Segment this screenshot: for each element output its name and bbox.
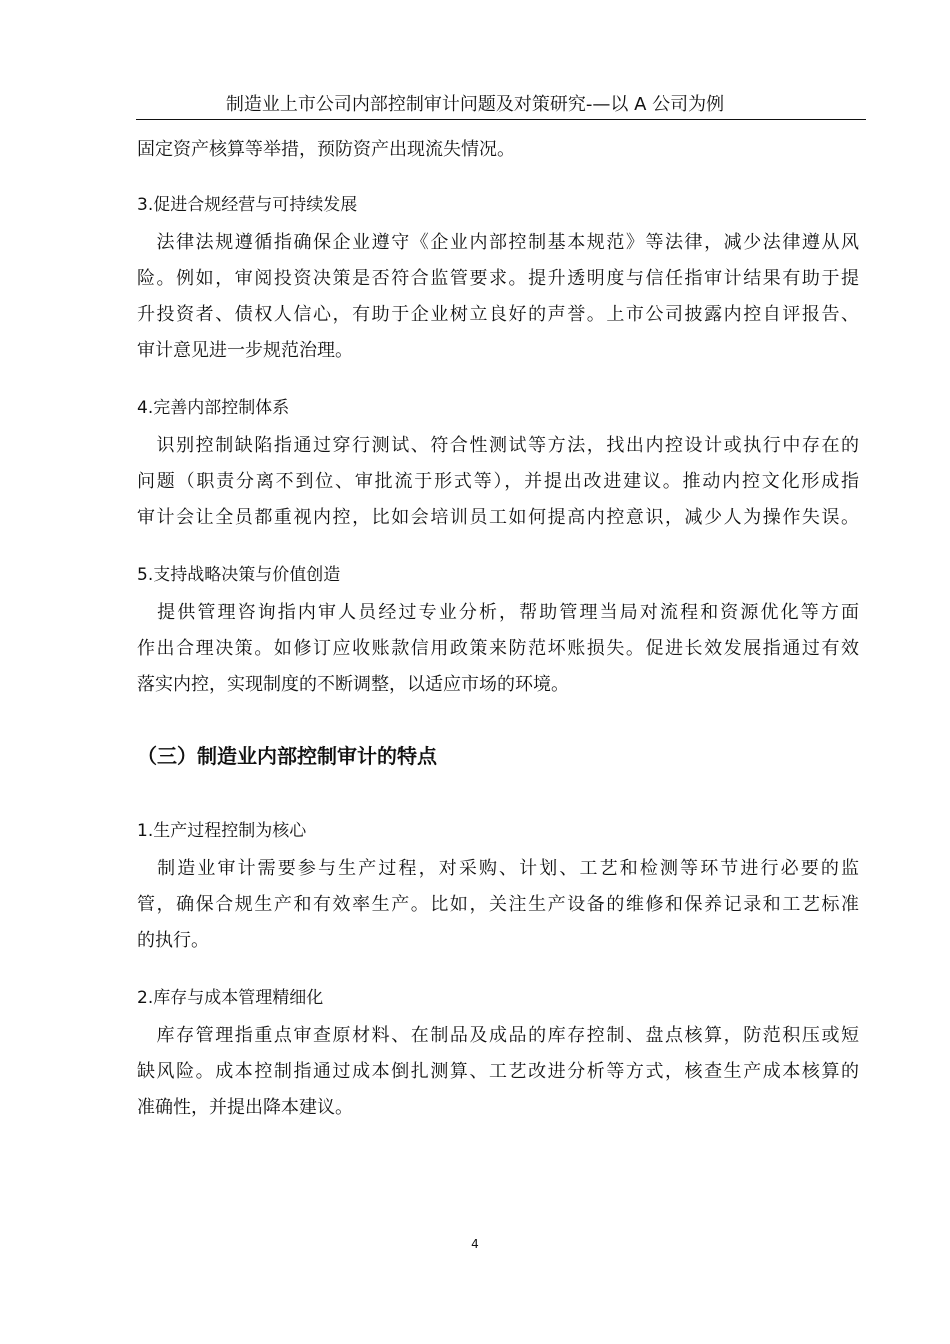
page-number: 4 bbox=[471, 1237, 479, 1251]
paragraph-line: 提供管理咨询指内审人员经过专业分析，帮助管理当局对流程和资源优化等方面 bbox=[137, 602, 859, 623]
subheading-5: 5.支持战略决策与价值创造 bbox=[137, 565, 341, 585]
subheading-2: 2.库存与成本管理精细化 bbox=[137, 988, 324, 1008]
paragraph-line: 准确性，并提出降本建议。 bbox=[137, 1097, 353, 1118]
subheading-3: 3.促进合规经营与可持续发展 bbox=[137, 195, 358, 215]
paragraph-line: 问题（职责分离不到位、审批流于形式等），并提出改进建议。推动内控文化形成指 bbox=[137, 471, 859, 492]
running-header-title: 制造业上市公司内部控制审计问题及对策研究-—以 A 公司为例 bbox=[225, 94, 725, 115]
paragraph-line: 险。例如，审阅投资决策是否符合监管要求。提升透明度与信任指审计结果有助于提 bbox=[137, 268, 859, 289]
paragraph-line: 库存管理指重点审查原材料、在制品及成品的库存控制、盘点核算，防范积压或短 bbox=[137, 1025, 859, 1046]
paragraph-line: 缺风险。成本控制指通过成本倒扎测算、工艺改进分析等方式，核查生产成本核算的 bbox=[137, 1061, 859, 1082]
paragraph-line: 作出合理决策。如修订应收账款信用政策来防范坏账损失。促进长效发展指通过有效 bbox=[137, 638, 859, 659]
paragraph-line: 升投资者、债权人信心，有助于企业树立良好的声誉。上市公司披露内控自评报告、 bbox=[137, 304, 859, 325]
paragraph-line: 审计意见进一步规范治理。 bbox=[137, 340, 353, 361]
subheading-1: 1.生产过程控制为核心 bbox=[137, 821, 307, 841]
paragraph-line: 的执行。 bbox=[137, 930, 209, 951]
paragraph-line: 制造业审计需要参与生产过程，对采购、计划、工艺和检测等环节进行必要的监 bbox=[137, 858, 859, 879]
paragraph-line: 落实内控，实现制度的不断调整，以适应市场的环境。 bbox=[137, 674, 569, 695]
section-heading: （三）制造业内部控制审计的特点 bbox=[137, 744, 437, 768]
paragraph-line: 审计会让全员都重视内控，比如会培训员工如何提高内控意识，减少人为操作失误。 bbox=[137, 507, 859, 528]
paragraph-line: 法律法规遵循指确保企业遵守《企业内部控制基本规范》等法律，减少法律遵从风 bbox=[137, 232, 859, 253]
subheading-4: 4.完善内部控制体系 bbox=[137, 398, 290, 418]
paragraph-line: 固定资产核算等举措，预防资产出现流失情况。 bbox=[137, 139, 515, 160]
paragraph-line: 管，确保合规生产和有效率生产。比如，关注生产设备的维修和保养记录和工艺标准 bbox=[137, 894, 859, 915]
header-divider bbox=[136, 119, 866, 120]
paragraph-line: 识别控制缺陷指通过穿行测试、符合性测试等方法，找出内控设计或执行中存在的 bbox=[137, 435, 859, 456]
